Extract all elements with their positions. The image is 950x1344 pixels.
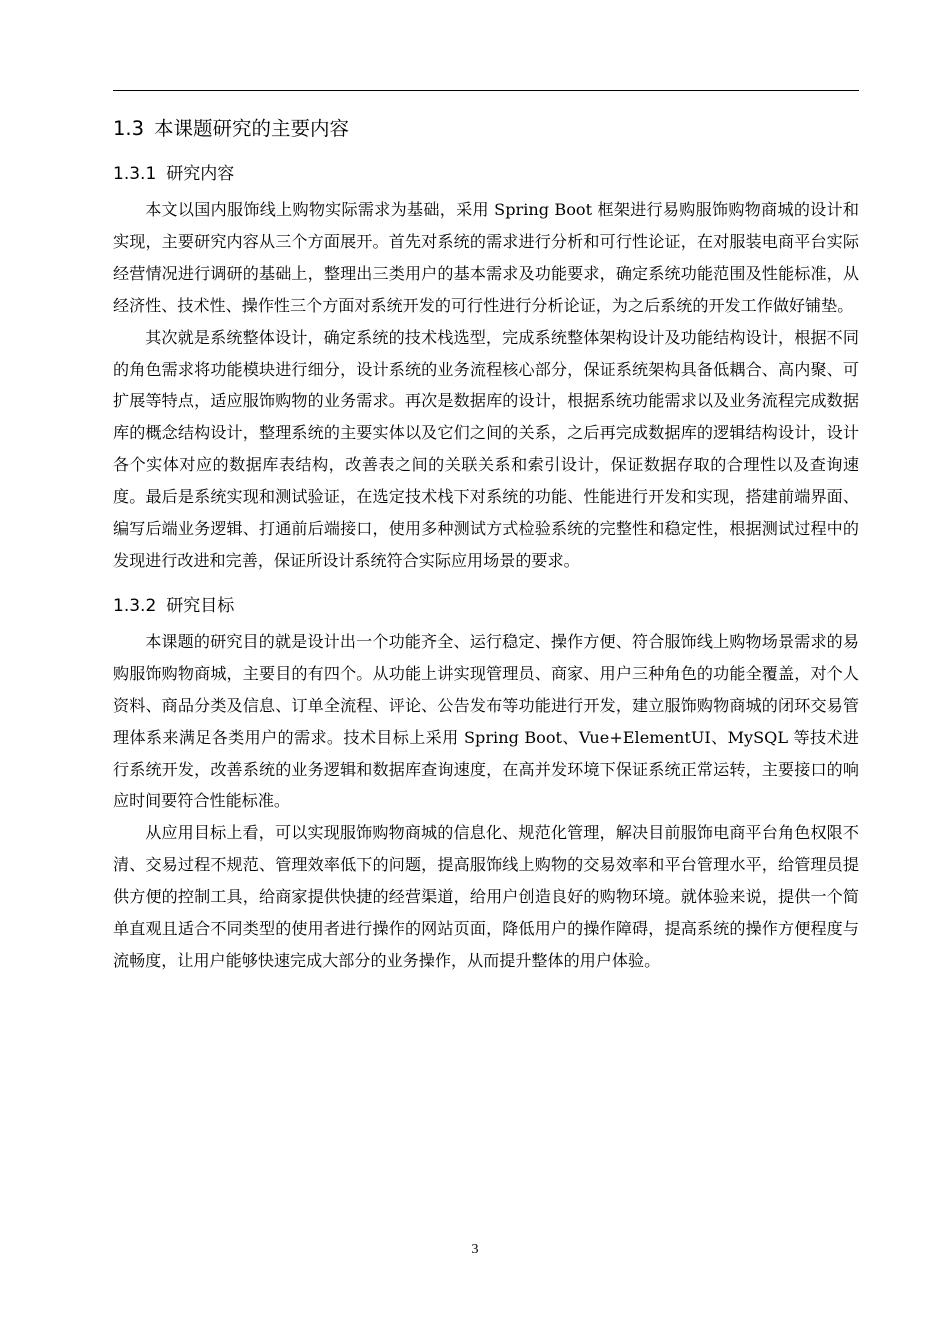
section-number: 1.3	[113, 117, 145, 140]
body-paragraph: 本文以国内服饰线上购物实际需求为基础，采用 Spring Boot 框架进行易购服饰购物商城的设计和实现，主要研究内容从三个方面展开。首先对系统的需求进行分析和可行性论证，在对服装电商平台实际经营情况进行调研的基础上，整理出三类用户的基本需求及功能要求，确定系统功能范围及性能标准，从经济性、技术性、操作性三个方面对系统开发的可行性进行分析论证，为之后系统的开发工作做好铺垫。	[113, 200, 859, 315]
body-paragraph: 从应用目标上看，可以实现服饰购物商城的信息化、规范化管理，解决目前服饰电商平台角色权限不清、交易过程不规范、管理效率低下的问题，提高服饰线上购物的交易效率和平台管理水平，给管理员提供方便的控制工具，给商家提供快捷的经营渠道，给用户创造良好的购物环境。就体验来说，提供一个简单直观且适合不同类型的使用者进行操作的网站页面，降低用户的操作障碍，提高系统的操作方便程度与流畅度，让用户能够快速完成大部分的业务操作，从而提升整体的用户体验。	[113, 823, 859, 970]
header-rule	[113, 90, 859, 91]
page-content	[113, 112, 859, 977]
page-number: 3	[471, 1242, 479, 1257]
section-heading	[113, 112, 859, 146]
subsection-heading	[113, 158, 859, 190]
subsection-number: 1.3.1	[113, 164, 157, 184]
subsection-heading	[113, 590, 859, 622]
subsection-title: 研究内容	[166, 164, 235, 184]
body-paragraph: 其次就是系统整体设计，确定系统的技术栈选型，完成系统整体架构设计及功能结构设计，根据不同的角色需求将功能模块进行细分，设计系统的业务流程核心部分，保证系统架构具备低耦合、高内聚、可扩展等特点，适应服饰购物的业务需求。再次是数据库的设计，根据系统功能需求以及业务流程完成数据库的概念结构设计，整理系统的主要实体以及它们之间的关系，之后再完成数据库的逻辑结构设计，设计各个实体对应的数据库表结构，改善表之间的关联关系和索引设计，保证数据存取的合理性以及查询速度。最后是系统实现和测试验证，在选定技术栈下对系统的功能、性能进行开发和实现，搭建前端界面、编写后端业务逻辑、打通前后端接口，使用多种测试方式检验系统的完整性和稳定性，根据测试过程中的发现进行改进和完善，保证所设计系统符合实际应用场景的要求。	[113, 327, 859, 570]
subsection-number: 1.3.2	[113, 595, 157, 616]
section-title: 本课题研究的主要内容	[154, 117, 350, 140]
subsection-title: 研究目标	[166, 595, 235, 616]
body-paragraph: 本课题的研究目的就是设计出一个功能齐全、运行稳定、操作方便、符合服饰线上购物场景需求的易购服饰购物商城，主要目的有四个。从功能上讲实现管理员、商家、用户三种角色的功能全覆盖，对个人资料、商品分类及信息、订单全流程、评论、公告发布等功能进行开发，建立服饰购物商城的闭环交易管理体系来满足各类用户的需求。技术目标上采用 Spring Boot、Vue+ElementUI、MySQL 等技术进行系统开发，改善系统的业务逻辑和数据库查询速度，在高并发环境下保证系统正常运转，主要接口的响应时间要符合性能标准。	[113, 631, 859, 811]
